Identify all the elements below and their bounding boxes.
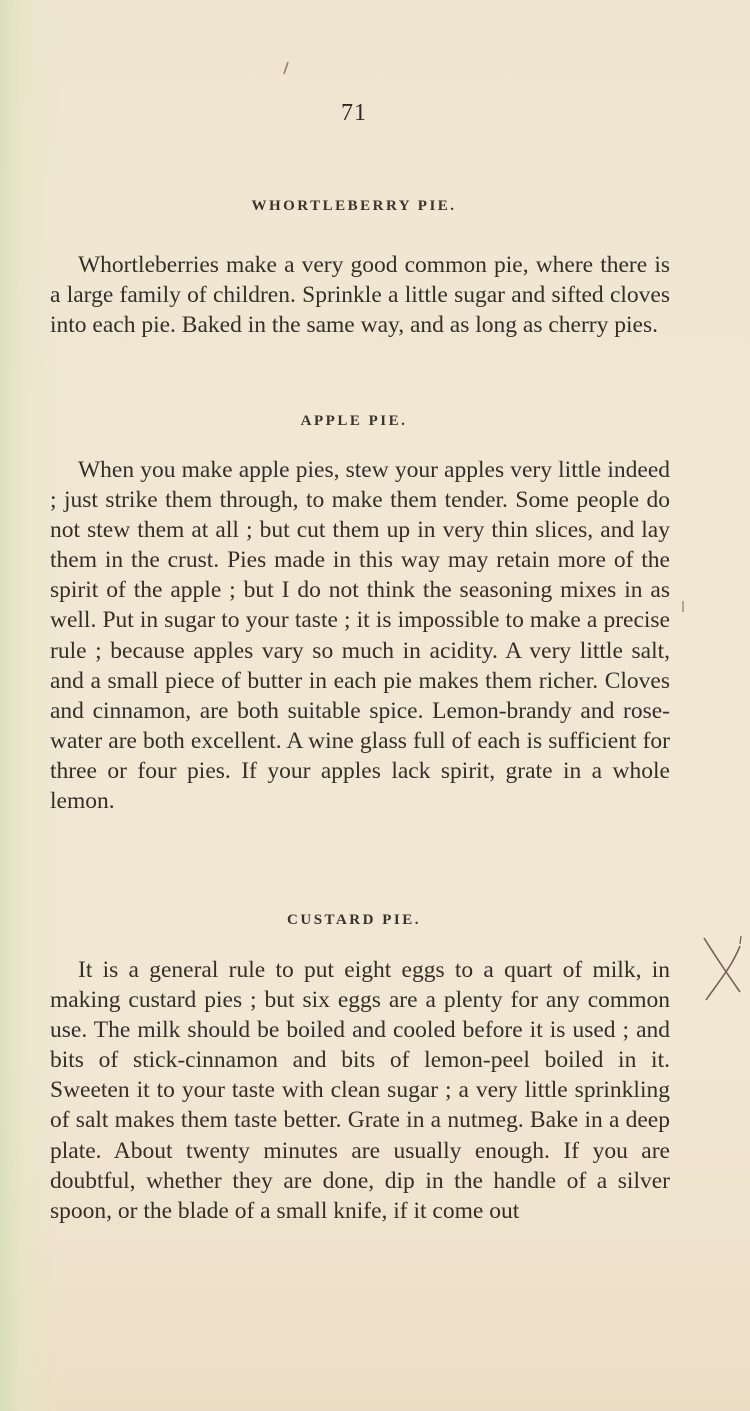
handwritten-x-mark: [700, 930, 746, 1010]
heading-custard-pie: CUSTARD PIE.: [287, 912, 421, 928]
heading-apple-pie: APPLE PIE.: [300, 413, 408, 429]
ink-tick-mark: [680, 600, 686, 614]
paragraph-custard-pie: It is a general rule to put eight eggs to a quart of milk, in making custard pies ; but six eggs are a plenty for any common use. The milk should be boiled and cooled before it is used ; and bits of stick-cinnamon and bits of lemon-peel boiled in it. Sweeten it to your taste with clean sugar ; a very little sprinkling of salt makes them taste better. Grate in a nutmeg. Bake in a deep plate. About twenty minutes are usually enough. If you are doubtful, whether they are done, dip in the handle of a silver spoon, or the blade of a small knife, if it come out: [50, 957, 670, 1224]
page-number: 71: [341, 100, 367, 126]
paragraph-apple-pie: When you make apple pies, stew your apples very little indeed ; just strike them through, to make them tender. Some people do not stew them at all ; but cut them up in very thin slices, and lay them in the crust. Pies made in this way may retain more of the spirit of the apple ; but I do not think the seasoning mixes in as well. Put in sugar to your taste ; it is impossible to make a precise rule ; because apples vary so much in acidity. A very little salt, and a small piece of butter in each pie makes them richer. Cloves and cinnamon, are both suitable spice. Lemon-brandy and rose-water are both excellent. A wine glass full of each is sufficient for three or four pies. If your apples lack spirit, grate in a whole lemon.: [50, 457, 670, 815]
heading-whortleberry-pie: WHORTLEBERRY PIE.: [251, 198, 457, 214]
ink-tick-mark: [282, 60, 290, 76]
paragraph-whortleberry-pie: Whortleberries make a very good common pie, where there is a large family of children. Sprinkle a little sugar and sifted cloves into each pie. Baked in the same way, and as long as cherry pies.: [50, 252, 670, 339]
